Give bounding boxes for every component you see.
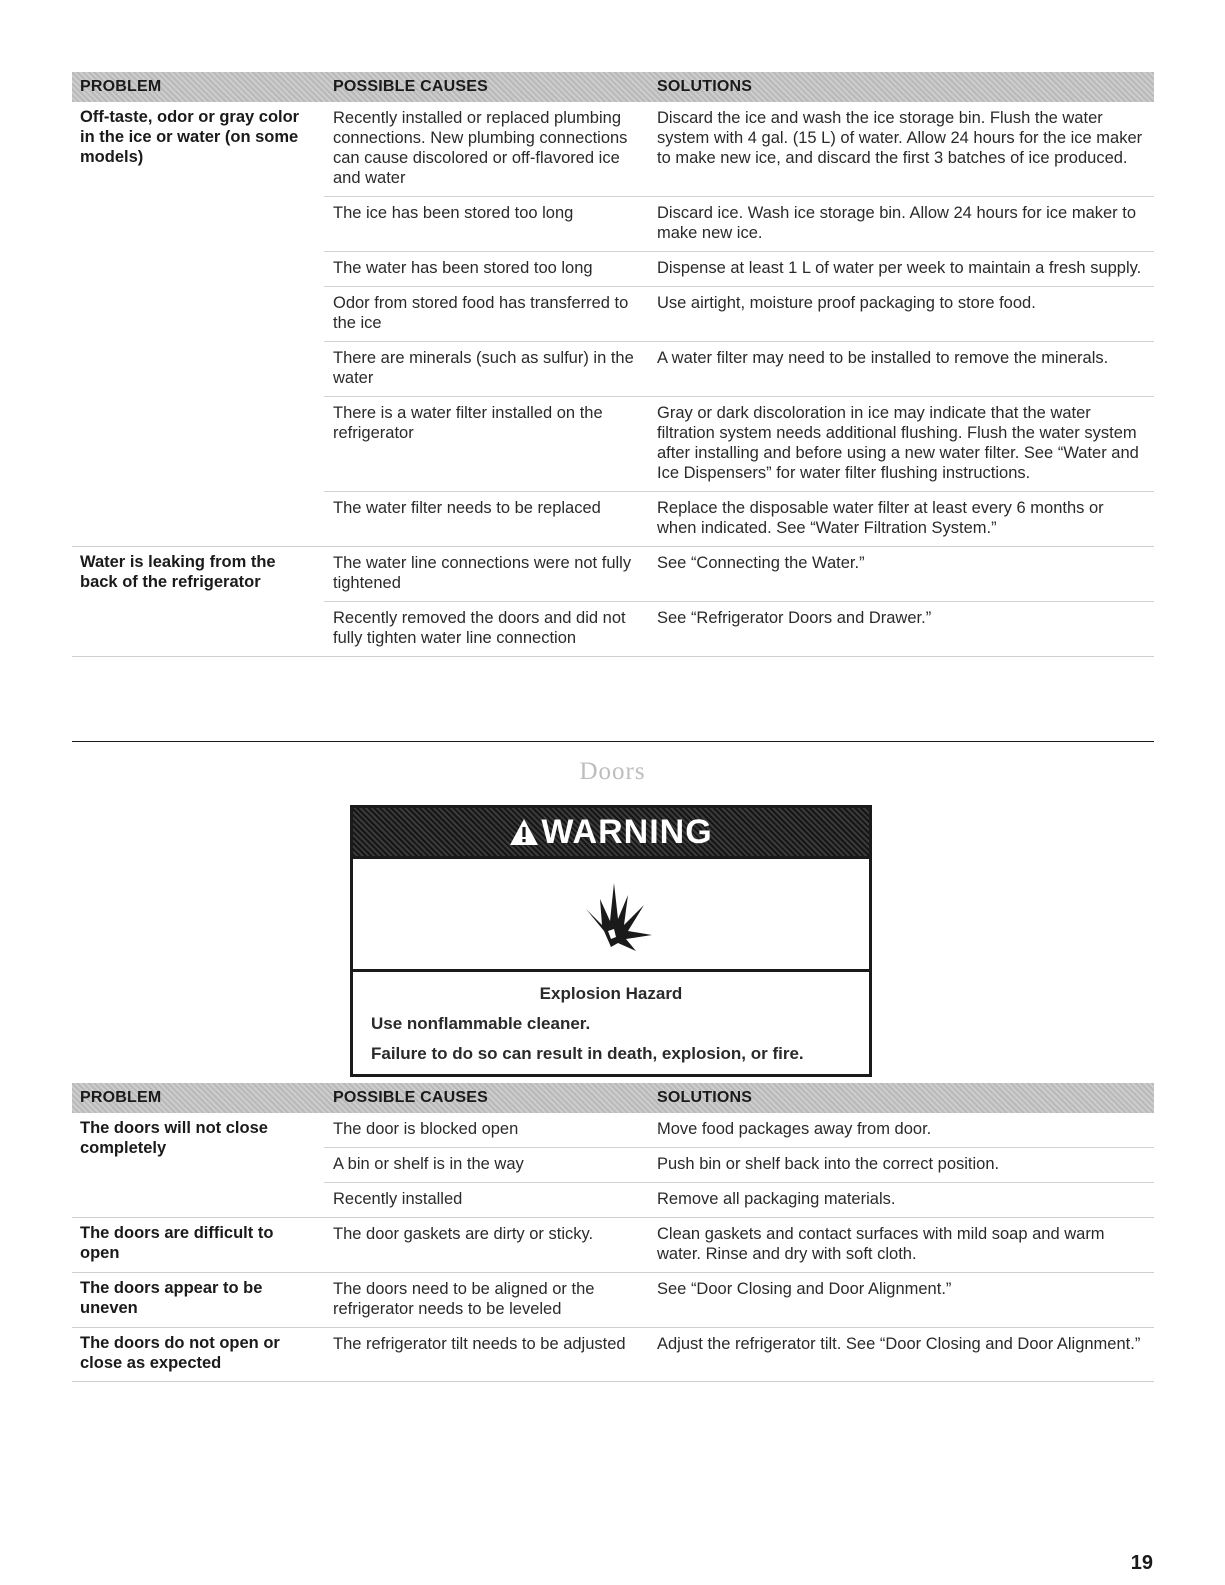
- problem-group: [72, 102, 1154, 547]
- table-body: [72, 102, 1154, 657]
- solution-cell: See “Refrigerator Doors and Drawer.”: [657, 609, 932, 627]
- problem-group: [72, 547, 1154, 657]
- header-possible-causes: POSSIBLE CAUSES: [333, 1089, 489, 1106]
- solution-cell: Clean gaskets and contact surfaces with mild soap and warm water. Rinse and dry with soft cloth.: [657, 1225, 1105, 1263]
- table-row: [324, 102, 1154, 197]
- table-row: [324, 342, 1154, 397]
- cause-solution-rows: [324, 1273, 1154, 1327]
- header-solutions: SOLUTIONS: [657, 78, 753, 95]
- cause-cell: The door gaskets are dirty or sticky.: [333, 1225, 594, 1243]
- solution-cell: A water filter may need to be installed to remove the minerals.: [657, 349, 1109, 367]
- table-row: [324, 547, 1154, 602]
- problem-cell: Off-taste, odor or gray color in the ice or water (on some models): [80, 108, 300, 166]
- section-divider: [72, 741, 1154, 742]
- table-header: [72, 72, 1154, 102]
- troubleshooting-table-ice-water: [72, 72, 1154, 657]
- solution-cell: See “Door Closing and Door Alignment.”: [657, 1280, 952, 1298]
- problem-group: [72, 1273, 1154, 1328]
- solution-cell: Adjust the refrigerator tilt. See “Door Closing and Door Alignment.”: [657, 1335, 1141, 1353]
- solution-cell: See “Connecting the Water.”: [657, 554, 865, 572]
- solution-cell: Use airtight, moisture proof packaging to store food.: [657, 294, 1036, 312]
- cause-cell: The door is blocked open: [333, 1120, 519, 1138]
- warning-header: [353, 808, 869, 859]
- table-row: [324, 492, 1154, 546]
- cause-solution-rows: [324, 547, 1154, 656]
- page-number: 19: [1130, 1552, 1153, 1574]
- table-header: [72, 1083, 1154, 1113]
- warning-triangle-icon: [509, 818, 539, 846]
- table-body: [72, 1113, 1154, 1382]
- solution-cell: Dispense at least 1 L of water per week to maintain a fresh supply.: [657, 259, 1142, 277]
- problem-group: [72, 1328, 1154, 1382]
- cause-cell: A bin or shelf is in the way: [333, 1155, 524, 1173]
- solution-cell: Replace the disposable water filter at least every 6 months or when indicated. See “Water Filtration System.”: [657, 499, 1104, 537]
- cause-cell: The water line connections were not fully tightened: [333, 554, 632, 592]
- warning-line-2: Failure to do so can result in death, explosion, or fire.: [371, 1044, 804, 1063]
- header-solutions: SOLUTIONS: [657, 1089, 753, 1106]
- warning-text: [353, 972, 869, 1064]
- problem-cell: The doors appear to be uneven: [80, 1279, 263, 1317]
- section-title: Doors: [579, 758, 646, 785]
- warning-line-1: Use nonflammable cleaner.: [371, 1014, 591, 1033]
- table-row: [324, 287, 1154, 342]
- problem-cell: The doors will not close completely: [80, 1119, 268, 1157]
- cause-cell: The ice has been stored too long: [333, 204, 574, 222]
- header-possible-causes: POSSIBLE CAUSES: [333, 78, 489, 95]
- cause-cell: There is a water filter installed on the refrigerator: [333, 404, 603, 442]
- cause-cell: There are minerals (such as sulfur) in the water: [333, 349, 634, 387]
- table-row: [324, 197, 1154, 252]
- header-problem: PROBLEM: [80, 1089, 162, 1106]
- cause-cell: The water has been stored too long: [333, 259, 593, 277]
- cause-solution-rows: [324, 1113, 1154, 1217]
- table-row: [324, 1148, 1154, 1183]
- problem-cell: The doors do not open or close as expected: [80, 1334, 280, 1372]
- table-row: [324, 602, 1154, 656]
- cause-solution-rows: [324, 102, 1154, 546]
- solution-cell: Discard the ice and wash the ice storage bin. Flush the water system with 4 gal. (15 L) of water. Allow 24 hours for the ice maker to make new ice, and discard the first 3 batches of ice produced.: [657, 109, 1143, 167]
- solution-cell: Remove all packaging materials.: [657, 1190, 896, 1208]
- warning-label: WARNING: [541, 812, 713, 851]
- explosion-icon: [556, 869, 666, 959]
- cause-cell: Recently installed or replaced plumbing connections. New plumbing connections can cause discolored or off-flavored ice and water: [333, 109, 628, 187]
- solution-cell: Gray or dark discoloration in ice may indicate that the water filtration system needs additional flushing. Flush the water system after installing and before using a new water filter. See “Water and Ice Dispensers” for water filter flushing instructions.: [657, 404, 1139, 482]
- troubleshooting-table-doors: [72, 1083, 1154, 1382]
- solution-cell: Push bin or shelf back into the correct position.: [657, 1155, 1000, 1173]
- warning-box: [350, 805, 872, 1077]
- hazard-title: Explosion Hazard: [539, 984, 683, 1003]
- cause-cell: The water filter needs to be replaced: [333, 499, 601, 517]
- table-row: [324, 1328, 1154, 1362]
- solution-cell: Discard ice. Wash ice storage bin. Allow 24 hours for ice maker to make new ice.: [657, 204, 1137, 242]
- solution-cell: Move food packages away from door.: [657, 1120, 932, 1138]
- problem-cell: The doors are difficult to open: [80, 1224, 274, 1262]
- cause-cell: The refrigerator tilt needs to be adjusted: [333, 1335, 626, 1353]
- cause-cell: The doors need to be aligned or the refrigerator needs to be leveled: [333, 1280, 595, 1318]
- problem-group: [72, 1218, 1154, 1273]
- table-row: [324, 397, 1154, 492]
- table-row: [324, 1218, 1154, 1272]
- cause-solution-rows: [324, 1328, 1154, 1381]
- cause-cell: Recently removed the doors and did not fully tighten water line connection: [333, 609, 626, 647]
- header-problem: PROBLEM: [80, 78, 162, 95]
- problem-group: [72, 1113, 1154, 1218]
- table-row: [324, 1113, 1154, 1148]
- cause-cell: Recently installed: [333, 1190, 463, 1208]
- cause-cell: Odor from stored food has transferred to the ice: [333, 294, 629, 332]
- warning-symbol-area: [353, 859, 869, 972]
- table-row: [324, 252, 1154, 287]
- problem-cell: Water is leaking from the back of the refrigerator: [80, 553, 276, 591]
- cause-solution-rows: [324, 1218, 1154, 1272]
- table-row: [324, 1273, 1154, 1327]
- table-row: [324, 1183, 1154, 1217]
